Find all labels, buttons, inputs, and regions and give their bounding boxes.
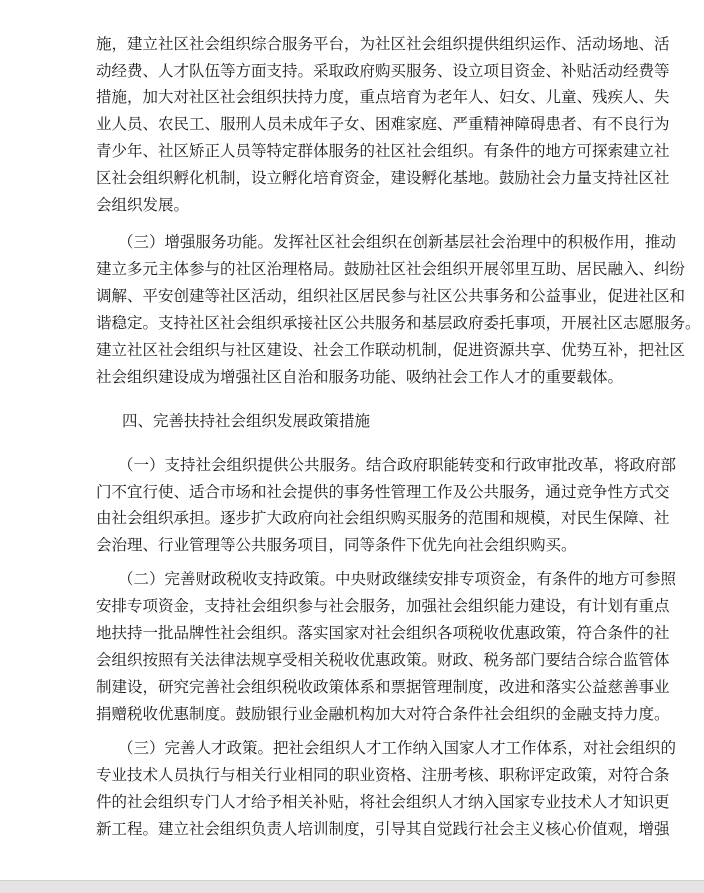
text-line: 调解、平安创建等社区活动，组织社区居民参与社区公共事务和公益事业，促进社区和 (96, 287, 686, 305)
text-line: 门不宜行使、适合市场和社会提供的事务性管理工作及公共服务，通过竞争性方式交 (96, 483, 670, 501)
text-line: 区社会组织孵化机制，设立孵化培育资金，建设孵化基地。鼓励社会力量支持社区社 (96, 169, 670, 187)
text-line: 青少年、社区矫正人员等特定群体服务的社区社会组织。有条件的地方可探索建立社 (96, 142, 670, 160)
text-line: 件的社会组织专门人才给予相关补贴，将社会组织人才纳入国家专业技术人才知识更 (96, 793, 670, 811)
text-line: 制建设，研究完善社会组织税收政策体系和票据管理制度，改进和落实公益慈善事业 (96, 678, 670, 696)
page-bottom-edge (0, 880, 704, 893)
text-line: 建立多元主体参与的社区治理格局。鼓励社区社会组织开展邻里互助、居民融入、纠纷 (96, 260, 686, 278)
text-line: 新工程。建立社会组织负责人培训制度，引导其自觉践行社会主义核心价值观，增强 (96, 820, 670, 838)
text-line: 地扶持一批品牌性社会组织。落实国家对社会组织各项税收优惠政策，符合条件的社 (96, 624, 670, 642)
text-line: 谐稳定。支持社区社会组织承接社区公共服务和基层政府委托事项，开展社区志愿服务。 (96, 314, 701, 332)
text-line: 安排专项资金，支持社会组织参与社会服务，加强社会组织能力建设，有计划有重点 (96, 597, 670, 615)
section-heading: 四、完善扶持社会组织发展政策措施 (122, 412, 371, 430)
text-line: 施，建立社区社会组织综合服务平台，为社区社会组织提供组织运作、活动场地、活 (96, 35, 670, 53)
text-line: 业人员、农民工、服刑人员未成年子女、困难家庭、严重精神障碍患者、有不良行为 (96, 115, 670, 133)
text-line: 建立社区社会组织与社区建设、社会工作联动机制，促进资源共享、优势互补，把社区 (96, 341, 686, 359)
text-line: 由社会组织承担。逐步扩大政府向社会组织购买服务的范围和规模，对民生保障、社 (96, 509, 670, 527)
paragraph-first-line: （三）完善人才政策。把社会组织人才工作纳入国家人才工作体系，对社会组织的 (118, 739, 677, 757)
text-line: 会组织发展。 (96, 196, 190, 214)
text-line: 措施，加大对社区社会组织扶持力度，重点培育为老年人、妇女、儿童、残疾人、失 (96, 88, 670, 106)
text-line: 专业技术人员执行与相关行业相同的职业资格、注册考核、职称评定政策，对符合条 (96, 766, 670, 784)
text-line: 会治理、行业管理等公共服务项目，同等条件下优先向社会组织购买。 (96, 536, 577, 554)
text-line: 动经费、人才队伍等方面支持。采取政府购买服务、设立项目资金、补贴活动经费等 (96, 62, 670, 80)
paragraph-first-line: （三）增强服务功能。发挥社区社会组织在创新基层社会治理中的积极作用，推动 (118, 233, 677, 251)
paragraph-first-line: （二）完善财政税收支持政策。中央财政继续安排专项资金，有条件的地方可参照 (118, 570, 677, 588)
paragraph-first-line: （一）支持社会组织提供公共服务。结合政府职能转变和行政审批改革，将政府部 (118, 456, 677, 474)
text-line: 会组织按照有关法律法规享受相关税收优惠政策。财政、税务部门要结合综合监管体 (96, 651, 670, 669)
text-line: 捐赠税收优惠制度。鼓励银行业金融机构加大对符合条件社会组织的金融支持力度。 (96, 705, 670, 723)
text-line: 社会组织建设成为增强社区自治和服务功能、吸纳社会工作人才的重要载体。 (96, 368, 624, 386)
